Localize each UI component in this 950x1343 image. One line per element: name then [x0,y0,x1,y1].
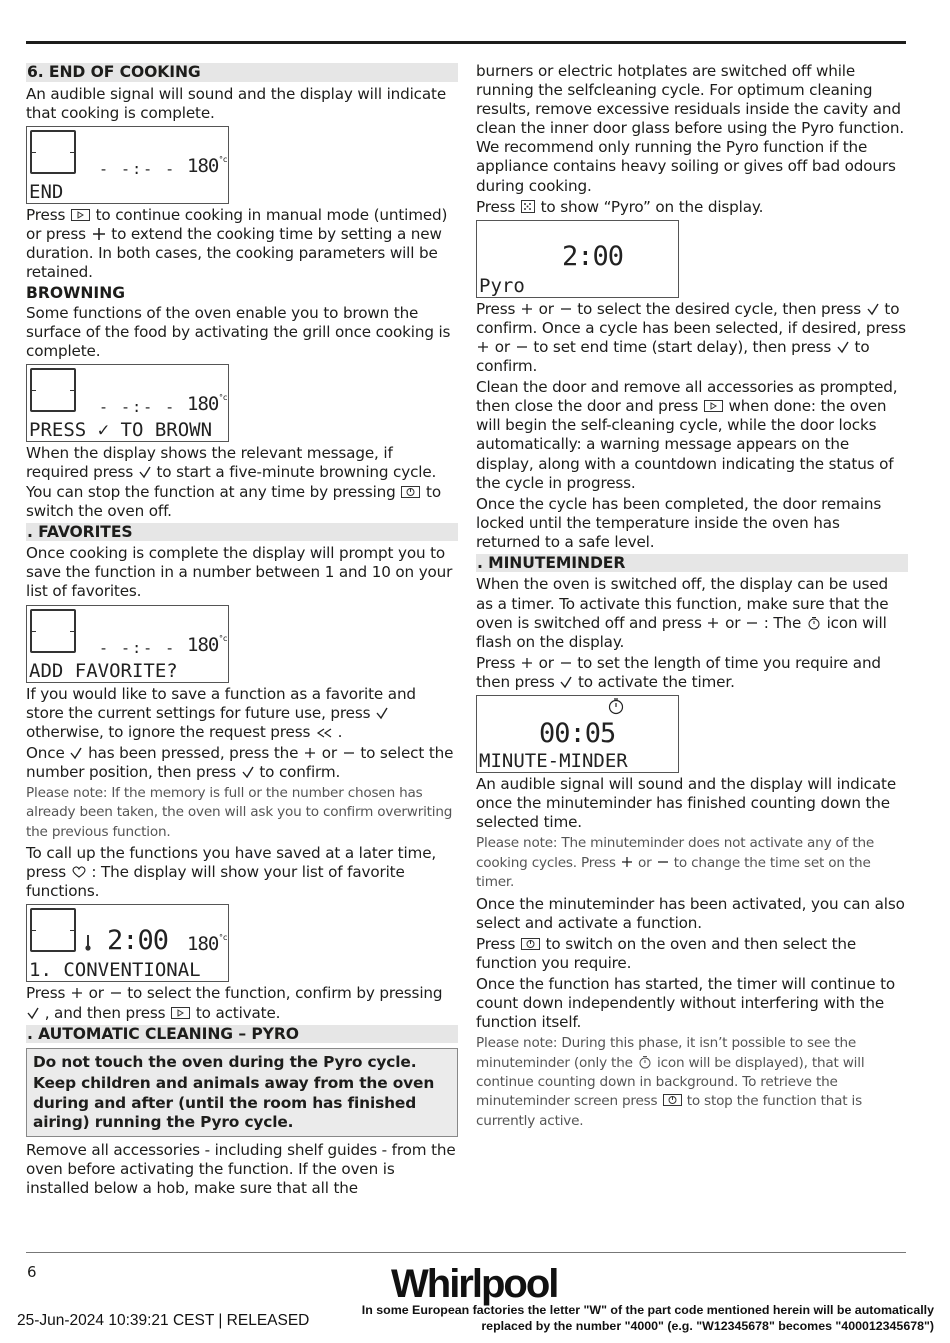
brand-logo: Whirlpool [391,1262,558,1306]
text: Press [26,984,66,1003]
display-message: MINUTE-MINDER [479,750,628,773]
text: or [538,653,554,672]
thermometer-icon [85,935,91,951]
display-message: PRESS ✓ TO BROWN [29,419,213,442]
minus-icon [109,986,123,1000]
display-degree-unit: °c [219,933,228,943]
pyro-key-icon [521,200,535,213]
text: or [494,337,510,356]
text: to select the number position, then press [26,743,454,781]
display-time: - -:- - [99,638,177,657]
text: Please note: The minuteminder does not activate any of the cooking cycles. Press [476,835,875,871]
display-frame-icon [30,130,76,174]
display-temperature: 180 [187,393,219,416]
text: or [638,854,652,871]
minus-icon [656,855,670,869]
paragraph [476,935,908,973]
page-number: 6 [27,1263,37,1281]
text: to set end time (start delay), then press [533,337,832,356]
text: to activate the timer. [577,672,735,691]
text: to select the desired cycle, then press [577,299,862,318]
display-temperature: 180 [187,933,219,956]
note [476,834,908,892]
timer-icon [607,697,625,715]
text: to start a five-minute browning cycle. You can stop the function at any time by pressing [26,463,437,501]
power-key-icon [663,1094,682,1106]
paragraph: burners or electric hotplates are switched off while running the selfcleaning cycle. For optimum cleaning results, remove excessive residuals inside the cavity and clean the inner door glass before using the Pyro function. We recommend only running the Pyro function if the appliance contains heavy soiling or gives off bad odours during cooking. [476,62,905,195]
display-message: 1. CONVENTIONAL [29,959,201,982]
section-heading-browning: BROWNING [26,284,126,303]
text: to select the function, confirm by pressing [127,984,443,1003]
text: has been pressed, press the [88,743,299,762]
footer-note [314,1302,934,1334]
text: when done: the oven will begin the self-cleaning cycle, while the door locks automatically: a warning message appears on the display, along with a countdown indicating the status of the cycle in progress. [476,397,894,492]
oven-display-end [26,126,229,204]
plus-icon [303,746,317,760]
text: to stop the function that is currently active. [476,1093,863,1129]
paragraph: Once cooking is complete the display will prompt you to save the function in a number between 1 and 10 on your list of favorites. [26,544,453,601]
text: icon will flash on the display. [476,613,887,651]
paragraph [26,444,458,520]
oven-display-minuteminder [476,695,679,773]
text: When the display shows the relevant message, if required press [26,444,393,482]
plus-icon [520,302,534,316]
text: Press [476,197,516,216]
paragraph: Once the minuteminder has been activated, you can also select and activate a function. [476,894,905,932]
display-degree-unit: °c [219,393,228,403]
checkmark-icon [69,746,83,760]
warning-text: Do not touch the oven during the Pyro cycle. [33,1053,417,1072]
text: Once [26,743,65,762]
footer-note-line: replaced by the number "4000" (e.g. "W12345678" becomes "400012345678") [481,1319,934,1333]
display-temperature: 180 [187,633,219,656]
timer-icon [637,1055,653,1069]
display-degree-unit: °c [219,154,228,164]
checkmark-icon [138,465,152,479]
text: : The display will show your list of favorite functions. [26,863,405,901]
paragraph [476,575,908,651]
timer-icon [806,616,822,630]
plus-icon [620,855,634,869]
text: Clean the door and remove all accessories as prompted, then close the door and press [476,378,898,416]
display-time: - -:- - [99,398,177,417]
note [476,1034,908,1131]
display-frame-icon [30,908,76,952]
display-message: ADD FAVORITE? [29,659,178,682]
text: or [88,984,104,1003]
text: Press [476,934,516,953]
text: . [337,722,343,741]
oven-display-pyro [476,220,679,298]
note: Please note: If the memory is full or the number chosen has already been taken, the oven will ask you to confirm overwriting the previous function. [26,784,453,840]
plus-icon [91,227,107,241]
text: To call up the functions you have saved at a later time, press [26,844,437,882]
display-frame-icon [30,609,76,653]
checkmark-icon [559,675,573,689]
checkmark-icon [26,1006,40,1020]
display-message: Pyro [479,274,525,297]
section-heading-favorites: . FAVORITES [26,523,458,542]
text: to set the length of time you require and then press [476,653,881,691]
paragraph: An audible signal will sound and the display will indicate that cooking is complete. [26,84,447,122]
text: , and then press [44,1003,166,1022]
checkmark-icon [241,765,255,779]
display-degree-unit: °c [219,633,228,643]
text: Press [476,653,516,672]
display-time: 2:00 [562,240,624,272]
display-frame-icon [30,368,76,412]
paragraph: Some functions of the oven enable you to brown the surface of the food by activating the grill once cooking is complete. [26,304,451,361]
paragraph: Once the cycle has been completed, the door remains locked until the temperature inside the oven has returned to a safe level. [476,494,882,551]
paragraph [476,198,908,217]
plus-icon [70,986,84,1000]
section-heading-end-of-cooking: 6. END OF COOKING [26,63,458,82]
checkmark-icon [866,302,880,316]
text: or [538,299,554,318]
text: to continue cooking in manual mode (untimed) or press [26,205,448,243]
section-heading-minuteminder: . MINUTEMINDER [476,554,908,573]
footer-note-line: In some European factories the letter "W" of the part code mentioned herein will be automatically [361,1303,934,1317]
text: Please note: During this phase, it isn’t possible to see the minuteminder (only the [476,1035,857,1071]
bottom-rule [26,1252,906,1253]
paragraph [26,685,458,742]
text: to show “Pyro” on the display. [540,197,764,216]
text: When the oven is switched off, the display can be used as a timer. To activate this function, make sure that the oven is switched off and press [476,575,889,632]
paragraph [26,744,458,782]
paragraph [26,206,458,282]
paragraph [26,844,458,901]
start-key-icon [704,400,723,412]
left-column [26,62,458,1200]
minus-icon [559,302,573,316]
text: to confirm. Once a cycle has been selected, if desired, press [476,299,906,337]
text: to switch on the oven and then select the function you require. [476,934,857,972]
minus-icon [559,656,573,670]
text: Press [26,205,66,224]
text: to confirm. [259,762,341,781]
text: or [321,743,337,762]
checkmark-icon [836,340,850,354]
paragraph: Remove all accessories - including shelf guides - from the oven before activating the function. If the oven is installed below a hob, make sure that all the [26,1140,456,1198]
text: Press [476,299,516,318]
release-date: 25-Jun-2024 10:39:21 CEST | RELEASED [17,1312,310,1329]
text: to activate. [195,1003,281,1022]
plus-icon [520,656,534,670]
right-column [476,62,908,1133]
display-time: - -:- - [99,159,177,178]
text: icon will be displayed), that will continue counting down in background. To retrieve the minuteminder screen press [476,1054,865,1110]
paragraph [476,654,908,692]
text: or [725,613,741,632]
paragraph [476,300,908,376]
minus-icon [745,616,759,630]
text: to confirm. [476,337,870,376]
minus-icon [515,340,529,354]
oven-display-conventional [26,904,229,982]
warning-text: Keep children and animals away from the oven during and after (until the room has finished airing) running the Pyro cycle. [33,1074,435,1131]
text: : The [763,613,802,632]
start-key-icon [171,1007,190,1019]
power-key-icon [521,938,540,950]
plus-icon [476,340,490,354]
power-key-icon [401,486,420,498]
paragraph [26,984,458,1022]
display-time: 2:00 [107,925,169,957]
display-time: 00:05 [539,718,616,750]
section-heading-pyro: . AUTOMATIC CLEANING – PYRO [26,1025,458,1044]
text: to change the time set on the timer. [476,854,871,891]
top-rule [26,41,906,44]
text: to extend the cooking time by setting a new duration. In both cases, the cooking parameters will be retained. [26,224,442,281]
text: otherwise, to ignore the request press [26,722,311,741]
heart-icon [71,865,87,879]
display-message: END [29,180,64,203]
plus-icon [706,616,720,630]
paragraph: An audible signal will sound and the display will indicate once the minuteminder has finished counting down the selected time. [476,775,897,832]
oven-display-favorite [26,605,229,683]
display-temperature: 180 [187,154,219,177]
checkmark-icon [375,706,389,720]
paragraph [476,378,908,493]
text: to switch the oven off. [26,482,441,520]
paragraph: Once the function has started, the timer will continue to count down independently without interfering with the function itself. [476,974,896,1032]
text: If you would like to save a function as a favorite and store the current settings for future use, press [26,684,416,722]
oven-display-browning [26,364,229,442]
minus-icon [342,746,356,760]
warning-box [26,1048,458,1137]
back-icon [315,727,333,739]
start-key-icon [71,209,90,221]
